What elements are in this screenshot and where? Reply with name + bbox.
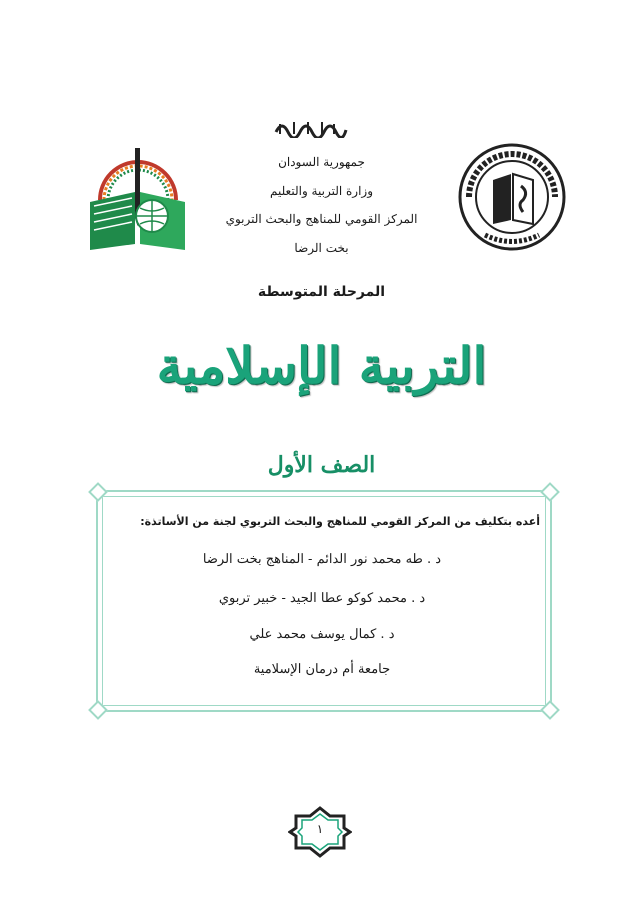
page-number: ١ xyxy=(316,822,324,836)
author-line-1: د . طه محمد نور الدائم - المناهج بخت الرضا xyxy=(202,552,442,567)
grade-label: الصف الأول xyxy=(267,452,376,478)
bismillah-calligraphy xyxy=(270,116,350,138)
book-icon xyxy=(493,174,511,224)
author-line-3: د . كمال يوسف محمد علي xyxy=(249,627,395,642)
bakht-er-ruda-seal xyxy=(455,140,570,255)
author-line-2: د . محمد كوكو عطا الجيد - خبير تربوي xyxy=(218,591,426,606)
header-country: جمهورية السودان xyxy=(278,155,365,169)
header-center: المركز القومي للمناهج والبحث التربوي xyxy=(225,212,418,226)
stage-label: المرحلة المتوسطة xyxy=(257,284,386,300)
author-line-4: جامعة أم درمان الإسلامية xyxy=(253,662,391,677)
curriculum-center-logo xyxy=(80,140,195,255)
header-ministry: وزارة التربية والتعليم xyxy=(269,183,374,198)
book-title: التربية الإسلامية xyxy=(156,336,487,395)
header-place: بخت الرضا xyxy=(294,240,349,255)
prepared-by-line: أعده بتكليف من المركز القومي للمناهج والبحث التربوي لجنة من الأساتذة: xyxy=(140,515,540,528)
